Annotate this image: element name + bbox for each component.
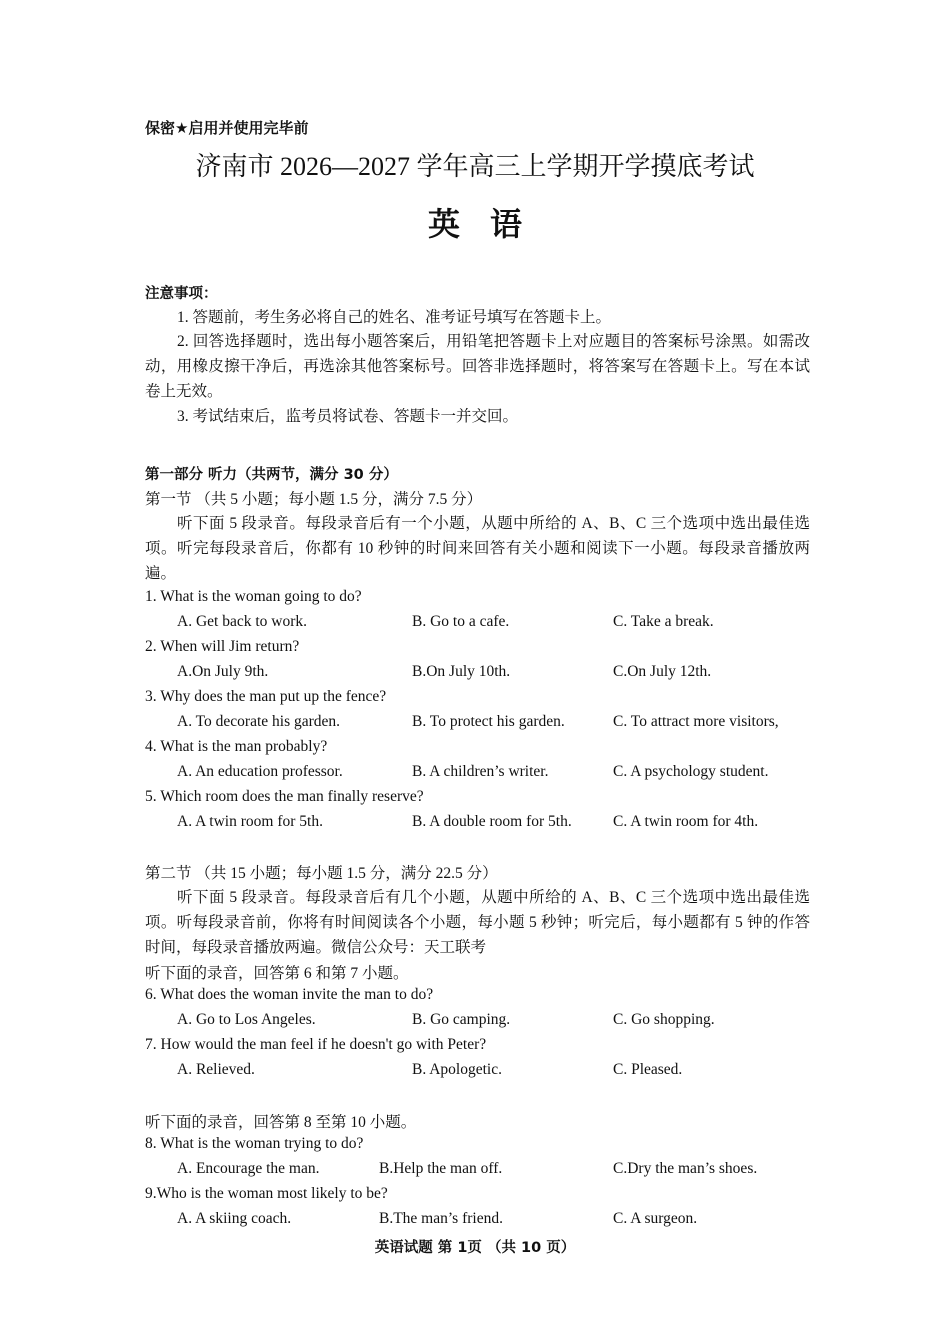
q6-option-c: C. Go shopping. — [613, 1011, 715, 1028]
q8-option-a: A. Encourage the man. — [177, 1160, 320, 1177]
question-6: 6. What does the woman invite the man to do? — [145, 986, 434, 1003]
q6-option-b: B. Go camping. — [412, 1011, 511, 1028]
q5-option-a: A. A twin room for 5th. — [177, 813, 323, 830]
confidential-notice: 保密★启用并使用完毕前 — [145, 119, 309, 137]
q9-option-b: B.The man’s friend. — [379, 1210, 503, 1227]
note-item-3: 3. 考试结束后，监考员将试卷、答题卡一并交回。 — [177, 408, 519, 425]
note-item-2: 2. 回答选择题时，选出每小题答案后，用铅笔把答题卡上对应题目的答案标号涂黑。如需改动，用橡皮擦干净后，再选涂其他答案标号。回答非选择题时，将答案写在答题卡上。写在本试卷上无效。 — [145, 333, 810, 400]
q4-option-a: A. An education professor. — [177, 763, 343, 780]
question-8: 8. What is the woman trying to do? — [145, 1135, 364, 1152]
subject-title: 英语 — [427, 205, 552, 243]
q1-option-b: B. Go to a cafe. — [412, 613, 510, 630]
question-5: 5. Which room does the man finally reserve? — [145, 788, 424, 805]
exam-title: 济南市 2026—2027 学年高三上学期开学摸底考试 — [195, 152, 755, 181]
question-1: 1. What is the woman going to do? — [145, 588, 362, 605]
q7-option-a: A. Relieved. — [177, 1061, 255, 1078]
section1-heading: 第一节 （共 5 小题；每小题 1.5 分，满分 7.5 分） — [145, 491, 483, 508]
q9-option-c: C. A surgeon. — [613, 1210, 698, 1227]
group-8-10-instructions: 听下面的录音，回答第 8 至第 10 小题。 — [145, 1114, 417, 1131]
q4-option-c: C. A psychology student. — [613, 763, 769, 780]
q2-option-c: C.On July 12th. — [613, 663, 712, 680]
question-4: 4. What is the man probably? — [145, 738, 328, 755]
part1-heading: 第一部分 听力（共两节，满分 30 分） — [145, 467, 398, 483]
q3-option-c: C. To attract more visitors, — [613, 713, 779, 730]
notes-heading: 注意事项： — [145, 286, 218, 302]
q9-option-a: A. A skiing coach. — [177, 1210, 292, 1227]
section2-instructions: 听下面 5 段录音。每段录音后有几个小题，从题中所给的 A、B、C 三个选项中选出最佳选项。听每段录音前，你将有时间阅读各个小题，每小题 5 秒钟；听完后，每小题都有 5 钟的作答时间，每段录音播放两遍。微信公众号：天工联考 — [145, 889, 810, 956]
q3-option-b: B. To protect his garden. — [412, 713, 565, 730]
q4-option-b: B. A children’s writer. — [412, 763, 549, 780]
q7-option-b: B. Apologetic. — [412, 1061, 502, 1078]
q3-option-a: A. To decorate his garden. — [177, 713, 341, 730]
question-2: 2. When will Jim return? — [145, 638, 300, 655]
group-6-7-instructions: 听下面的录音，回答第 6 和第 7 小题。 — [145, 965, 409, 982]
q5-option-c: C. A twin room for 4th. — [613, 813, 759, 830]
q6-option-a: A. Go to Los Angeles. — [177, 1011, 316, 1028]
section1-instructions: 听下面 5 段录音。每段录音后有一个小题，从题中所给的 A、B、C 三个选项中选出最佳选项。听完每段录音后，你都有 10 秒钟的时间来回答有关小题和阅读下一小题。每段录音播放两遍。 — [145, 515, 810, 582]
q1-option-c: C. Take a break. — [613, 613, 714, 630]
q2-option-a: A.On July 9th. — [177, 663, 269, 680]
q5-option-b: B. A double room for 5th. — [412, 813, 572, 830]
q1-option-a: A. Get back to work. — [177, 613, 307, 630]
question-7: 7. How would the man feel if he doesn't go with Peter? — [145, 1036, 487, 1053]
q8-option-c: C.Dry the man’s shoes. — [613, 1160, 758, 1177]
section2-heading: 第二节 （共 15 小题；每小题 1.5 分，满分 22.5 分） — [145, 865, 498, 882]
question-9: 9.Who is the woman most likely to be? — [145, 1185, 388, 1202]
note-item-1: 1. 答题前，考生务必将自己的姓名、准考证号填写在答题卡上。 — [177, 309, 612, 326]
question-3: 3. Why does the man put up the fence? — [145, 688, 387, 705]
q8-option-b: B.Help the man off. — [379, 1160, 503, 1177]
q2-option-b: B.On July 10th. — [412, 663, 511, 680]
q7-option-c: C. Pleased. — [613, 1061, 683, 1078]
page-footer: 英语试题 第 1页 （共 10 页） — [374, 1240, 576, 1256]
